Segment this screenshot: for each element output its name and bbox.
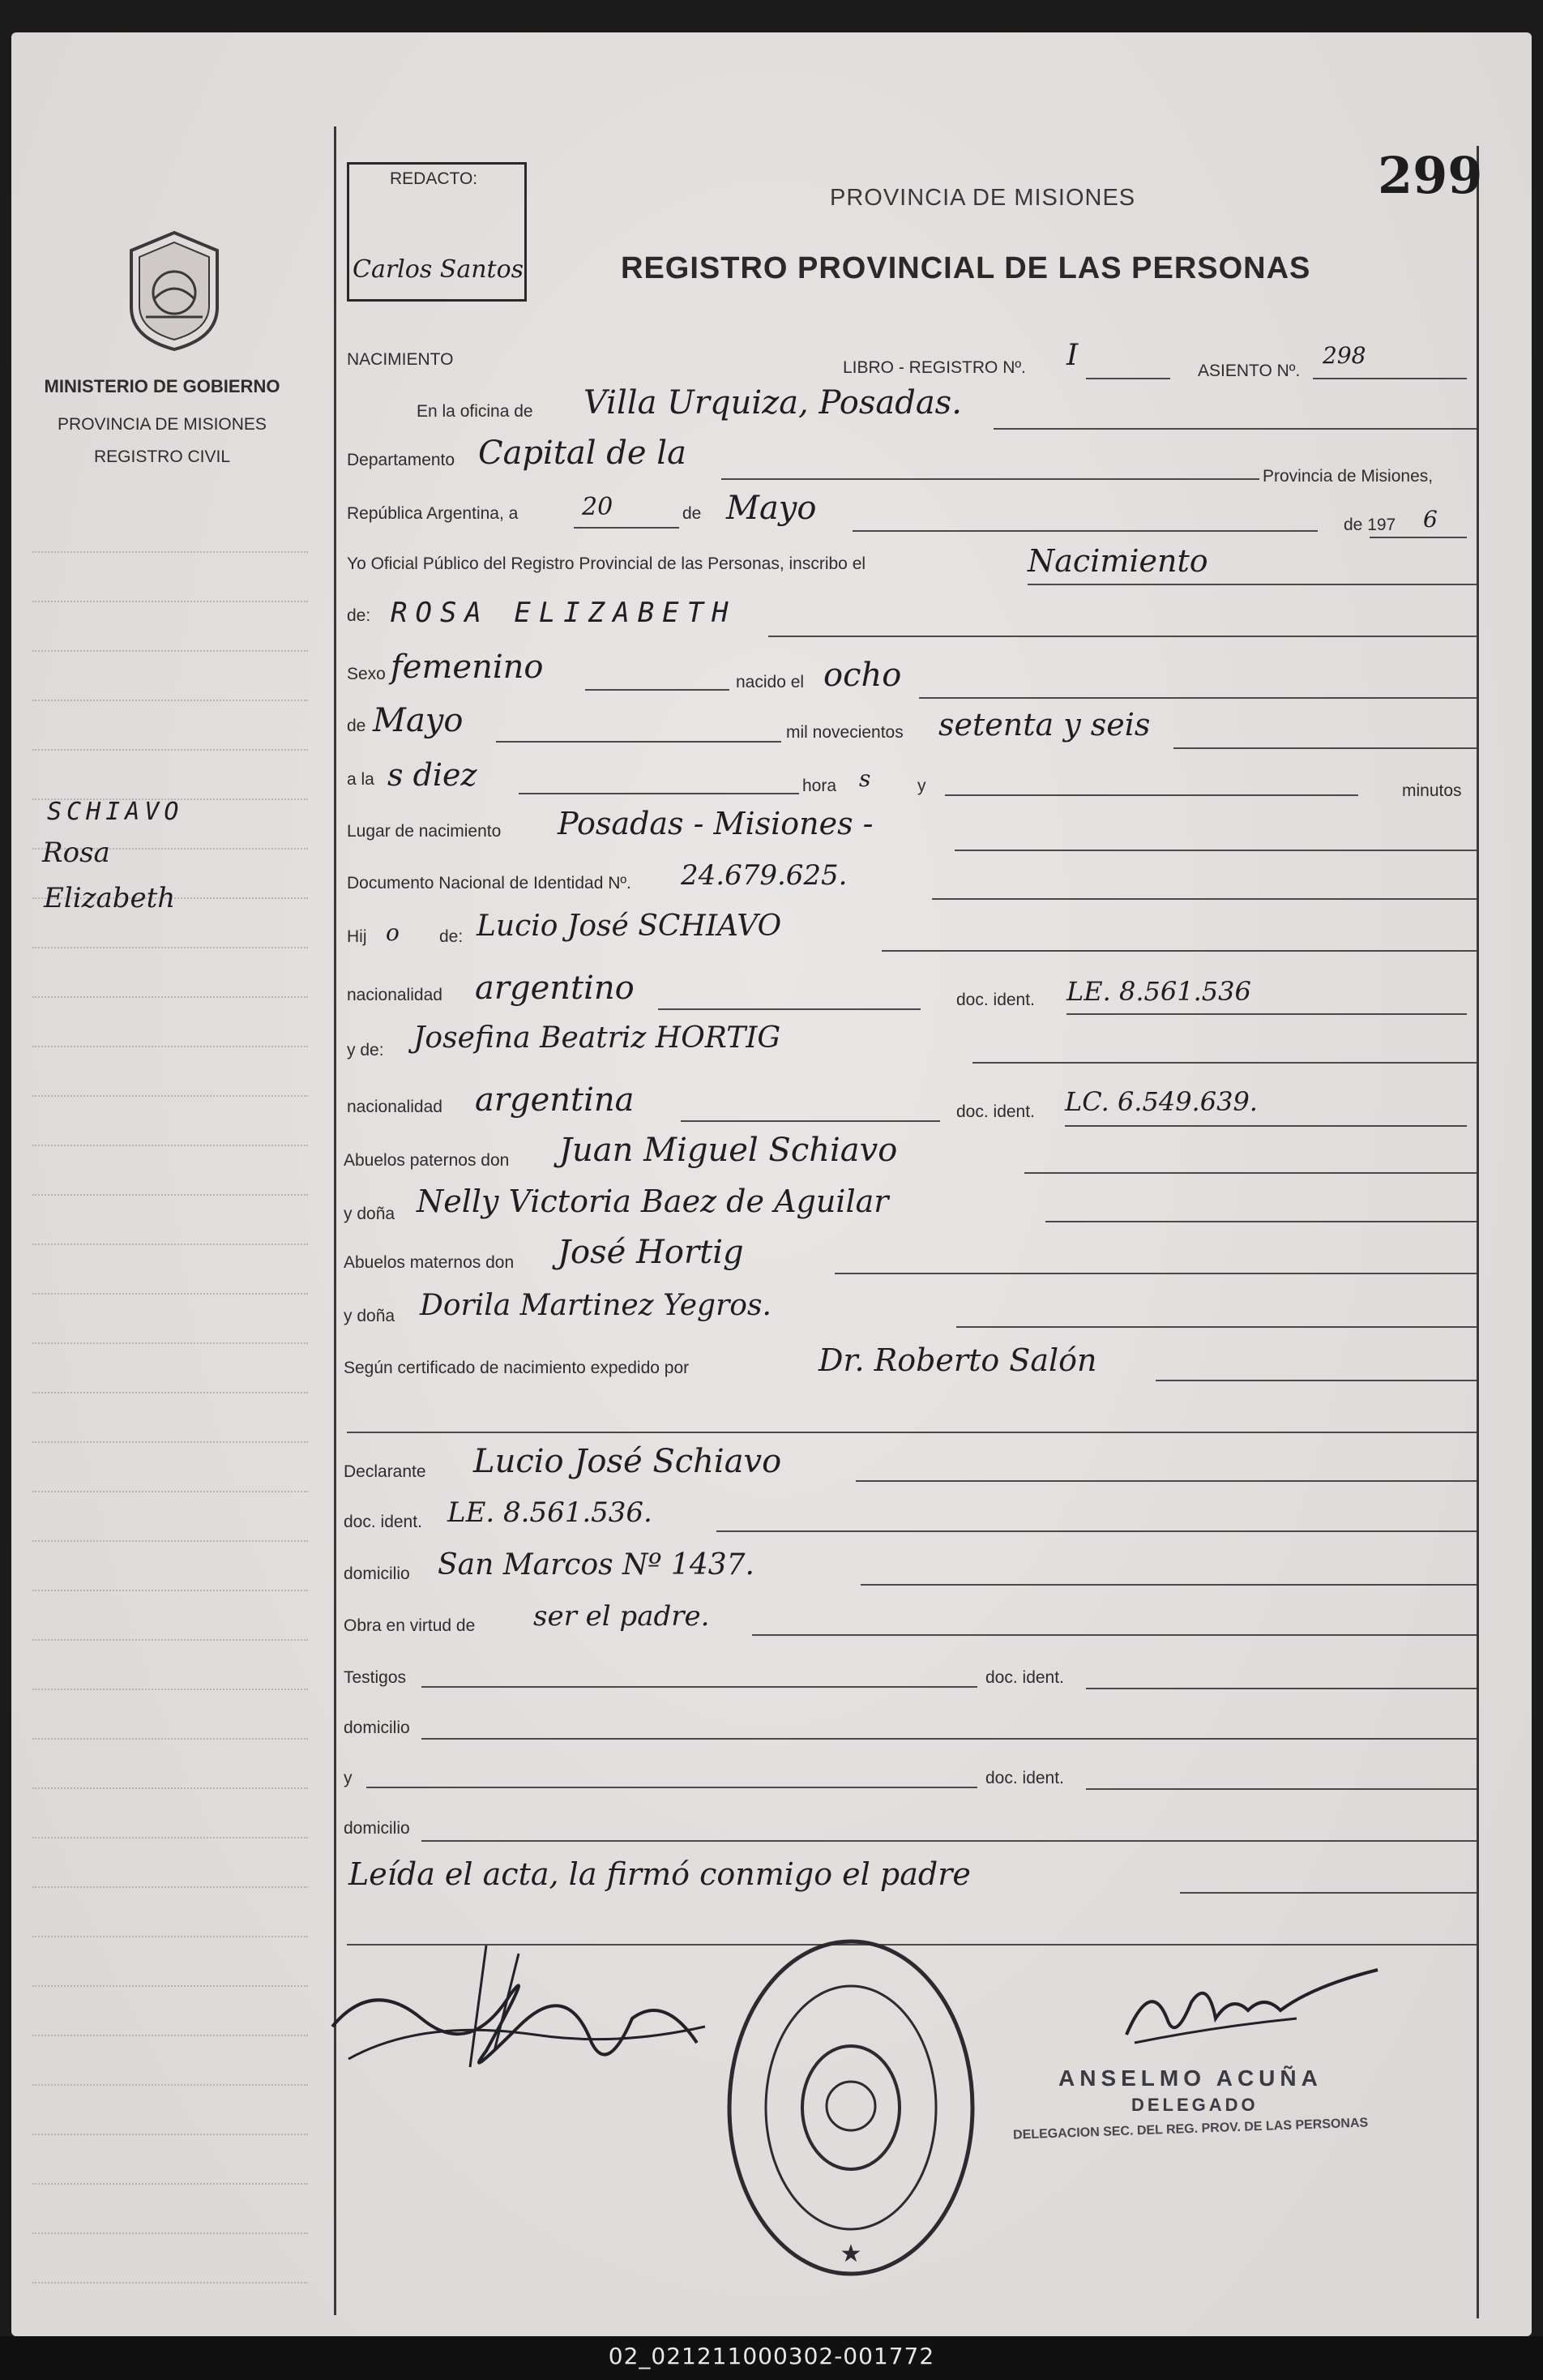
abuela-paterna-line <box>1045 1221 1477 1222</box>
nombre-line <box>768 636 1477 637</box>
departamento-line <box>721 478 1259 480</box>
mes-value: Mayo <box>726 490 817 527</box>
scan-identifier: 02_021211000302-001772 <box>608 2343 935 2369</box>
abuela-paterna: Nelly Victoria Baez de Aguilar <box>417 1184 889 1219</box>
testigo2-doc-label: doc. ident. <box>985 1769 1064 1787</box>
nac-mes-line <box>496 741 781 743</box>
ministry-name: MINISTERIO DE GOBIERNO <box>44 376 280 396</box>
margin-ruling-line <box>32 1590 308 1591</box>
delegate-signature <box>1118 1962 1394 2059</box>
domicilio-label-2: domicilio <box>344 1719 410 1737</box>
margin-ruling-line <box>32 1936 308 1937</box>
certificado-label: Según certificado de nacimiento expedido por <box>344 1359 690 1377</box>
oficina-value: Villa Urquiza, Posadas. <box>583 384 962 422</box>
de-padre-label: de: <box>439 927 464 946</box>
decl-doc-label: doc. ident. <box>344 1513 422 1531</box>
margin-ruling-line <box>32 1540 308 1542</box>
registry-title: REGISTRO PROVINCIAL DE LAS PERSONAS <box>621 251 1311 285</box>
dia-value: 20 <box>582 493 613 521</box>
anio-line <box>1370 537 1467 538</box>
margin-second-name: Elizabeth <box>44 882 176 914</box>
minutos-line <box>945 794 1358 796</box>
oficina-line <box>994 428 1477 430</box>
asiento-label: ASIENTO Nº. <box>1198 362 1301 380</box>
nacido-line <box>919 697 1477 699</box>
certificado-line-2 <box>347 1432 1477 1433</box>
domicilio-line <box>861 1584 1477 1586</box>
margin-ruling-line <box>32 1689 308 1690</box>
madre-nacionalidad-line <box>681 1120 940 1122</box>
y-dona-label-2: y doña <box>344 1307 395 1325</box>
departamento-value: Capital de la <box>478 434 686 472</box>
dni-line <box>932 898 1477 900</box>
dni-label: Documento Nacional de Identidad Nº. <box>347 874 631 892</box>
margin-ruling-line <box>32 2183 308 2185</box>
madre-line <box>972 1062 1477 1064</box>
padre-doc-line <box>1066 1013 1467 1015</box>
departamento-label: Departamento <box>347 451 455 469</box>
hij-suffix: o <box>386 919 400 946</box>
dia-line <box>574 527 679 529</box>
testigo-doc-line <box>1086 1688 1477 1689</box>
domicilio-value: San Marcos Nº 1437. <box>438 1548 754 1582</box>
margin-surname: SCHIAVO <box>47 798 184 826</box>
oficial-text: Yo Oficial Público del Registro Provincial de las Personas, inscribo el <box>347 554 866 573</box>
madre-doc: LC. 6.549.639. <box>1065 1086 1258 1117</box>
nombre-value: ROSA ELIZABETH <box>391 597 737 629</box>
delegate-office: DELEGACION SEC. DEL REG. PROV. DE LAS PERSONAS <box>1012 2116 1369 2142</box>
margin-ruling-line <box>32 1392 308 1393</box>
de-label: de <box>682 504 702 523</box>
anio-value: 6 <box>1423 506 1438 533</box>
margin-ruling-line <box>32 2232 308 2234</box>
delegate-title: DELEGADO <box>1131 2095 1259 2115</box>
libro-line <box>1086 378 1170 379</box>
margin-ruling-line <box>32 551 308 553</box>
testigos-label: Testigos <box>344 1668 407 1687</box>
hora-label: hora <box>802 777 837 795</box>
padre-value: Lucio José SCHIAVO <box>477 910 782 943</box>
y-de-label: y de: <box>347 1041 384 1059</box>
closing-line <box>1180 1892 1477 1894</box>
closing-statement: Leída el acta, la firmó conmigo el padre <box>348 1856 971 1892</box>
father-signature <box>324 1929 729 2091</box>
hora-extra-value: s <box>859 765 871 792</box>
margin-ruling-line <box>32 2282 308 2284</box>
madre-value: Josefina Beatriz HORTIG <box>413 1021 781 1055</box>
padre-nacionalidad: argentino <box>475 970 635 1007</box>
testigo2-doc-line <box>1086 1788 1477 1790</box>
margin-ruling-line <box>32 1244 308 1245</box>
mes-line <box>853 530 1318 532</box>
lugar-line <box>955 850 1477 851</box>
obra-line <box>752 1634 1477 1636</box>
abuelos-paternos-label: Abuelos paternos don <box>344 1151 510 1170</box>
hora-value: s diez <box>387 757 477 793</box>
testigo2-line <box>366 1787 977 1788</box>
abuelo-paterno: Juan Miguel Schiavo <box>559 1132 898 1169</box>
margin-ruling-line <box>32 749 308 751</box>
registry-seal <box>713 1929 989 2286</box>
lugar-label: Lugar de nacimiento <box>347 822 502 841</box>
domicilio-line-2 <box>421 1738 1477 1740</box>
seal-star-icon: ★ <box>840 2240 862 2268</box>
declarante-label: Declarante <box>344 1462 426 1481</box>
asiento-value: 298 <box>1323 342 1366 369</box>
decl-doc-value: LE. 8.561.536. <box>447 1496 652 1529</box>
padre-doc-label: doc. ident. <box>956 991 1035 1009</box>
declarante-value: Lucio José Schiavo <box>473 1443 782 1480</box>
oficina-label: En la oficina de <box>417 402 533 421</box>
margin-ruling-line <box>32 2084 308 2086</box>
margin-ruling-line <box>32 1194 308 1196</box>
obra-label: Obra en virtud de <box>344 1616 476 1635</box>
certificado-line <box>1156 1380 1477 1381</box>
hora-line <box>519 793 799 794</box>
declarante-line <box>856 1480 1477 1482</box>
de-mes-label: de <box>347 717 366 735</box>
margin-ruling-line <box>32 1046 308 1047</box>
redacto-box <box>347 162 527 302</box>
sexo-value: femenino <box>391 649 544 686</box>
province-heading: PROVINCIA DE MISIONES <box>830 185 1136 211</box>
margin-ruling-line <box>32 947 308 948</box>
province-coat-of-arms-icon <box>122 229 227 353</box>
margin-ruling-line <box>32 2134 308 2135</box>
margin-ruling-line <box>32 1095 308 1097</box>
margin-ruling-line <box>32 1837 308 1839</box>
abuela-materna: Dorila Martinez Yegros. <box>420 1289 772 1322</box>
margin-ruling-line <box>32 1145 308 1146</box>
lugar-value: Posadas - Misiones - <box>558 806 874 841</box>
domicilio-label: domicilio <box>344 1565 410 1583</box>
redacto-label: REDACTO: <box>390 169 478 188</box>
page-number: 299 <box>1378 146 1483 205</box>
testigo-doc-label: doc. ident. <box>985 1668 1064 1687</box>
inscribo-line <box>1028 584 1477 585</box>
y-label: y <box>917 777 926 795</box>
obra-value: ser el padre. <box>533 1600 710 1633</box>
madre-nacionalidad: argentina <box>475 1081 635 1119</box>
nac-mes-value: Mayo <box>373 702 464 739</box>
margin-ruling-line <box>32 601 308 602</box>
y-label-2: y <box>344 1769 353 1787</box>
margin-ruling-line <box>32 996 308 998</box>
nacido-value: ocho <box>823 657 902 694</box>
minutos-label: minutos <box>1402 781 1462 800</box>
testigos-line <box>421 1686 977 1688</box>
margin-ruling-line <box>32 1491 308 1492</box>
decl-doc-line <box>716 1530 1477 1532</box>
margin-ruling-line <box>32 1985 308 1987</box>
margin-ruling-line <box>32 700 308 701</box>
delegate-name: ANSELMO ACUÑA <box>1058 2065 1323 2091</box>
abuelo-paterno-line <box>1024 1172 1477 1174</box>
margin-ruling-line <box>32 1441 308 1443</box>
abuelo-materno-line <box>835 1273 1477 1274</box>
hij-label: Hij <box>347 927 367 946</box>
libro-label: LIBRO - REGISTRO Nº. <box>843 358 1026 377</box>
republica-label: República Argentina, a <box>347 504 519 523</box>
right-border-line <box>1477 146 1479 2318</box>
certificado-value: Dr. Roberto Salón <box>819 1342 1097 1378</box>
padre-line <box>882 950 1477 952</box>
de-anio-label: de 197 <box>1344 516 1396 534</box>
ministry-registry: REGISTRO CIVIL <box>93 447 231 466</box>
abuelos-maternos-label: Abuelos maternos don <box>344 1253 515 1272</box>
abuela-materna-line <box>956 1326 1477 1328</box>
madre-doc-line <box>1065 1125 1467 1127</box>
inscribo-value: Nacimiento <box>1028 543 1208 579</box>
ministry-province: PROVINCIA DE MISIONES <box>58 415 267 434</box>
domicilio-line-3 <box>421 1840 1477 1842</box>
libro-value: I <box>1066 339 1079 372</box>
margin-ruling-line <box>32 1293 308 1295</box>
nacimiento-label: NACIMIENTO <box>347 350 454 369</box>
abuelo-materno: José Hortig <box>558 1234 744 1271</box>
ala-label: a la <box>347 770 374 789</box>
margin-first-name: Rosa <box>42 837 110 869</box>
padre-doc: LE. 8.561.536 <box>1066 976 1251 1007</box>
margin-ruling-line <box>32 1886 308 1888</box>
asiento-line <box>1313 378 1467 379</box>
y-dona-label-1: y doña <box>344 1205 395 1223</box>
sexo-label: Sexo <box>347 665 386 683</box>
padre-nacionalidad-label: nacionalidad <box>347 986 442 1004</box>
margin-ruling-line <box>32 2035 308 2036</box>
margin-ruling-line <box>32 1342 308 1344</box>
padre-nacionalidad-line <box>658 1008 921 1010</box>
mil-label: mil novecientos <box>786 723 904 742</box>
de-nombre-label: de: <box>347 606 371 625</box>
provincia-suffix: Provincia de Misiones, <box>1263 467 1434 486</box>
domicilio-label-3: domicilio <box>344 1819 410 1838</box>
dni-value: 24.679.625. <box>681 859 848 892</box>
seal-inner-text <box>762 1929 951 1942</box>
madre-nacionalidad-label: nacionalidad <box>347 1098 442 1116</box>
margin-ruling-line <box>32 1787 308 1789</box>
anio-letras-value: setenta y seis <box>938 707 1151 743</box>
anio-letras-line <box>1173 747 1477 749</box>
margin-ruling-line <box>32 1738 308 1740</box>
redacto-signature: Carlos Santos <box>353 255 524 284</box>
margin-ruling-line <box>32 650 308 652</box>
madre-doc-label: doc. ident. <box>956 1102 1035 1121</box>
sexo-line <box>585 689 729 691</box>
nacido-label: nacido el <box>736 673 805 691</box>
margin-ruling-line <box>32 1639 308 1641</box>
